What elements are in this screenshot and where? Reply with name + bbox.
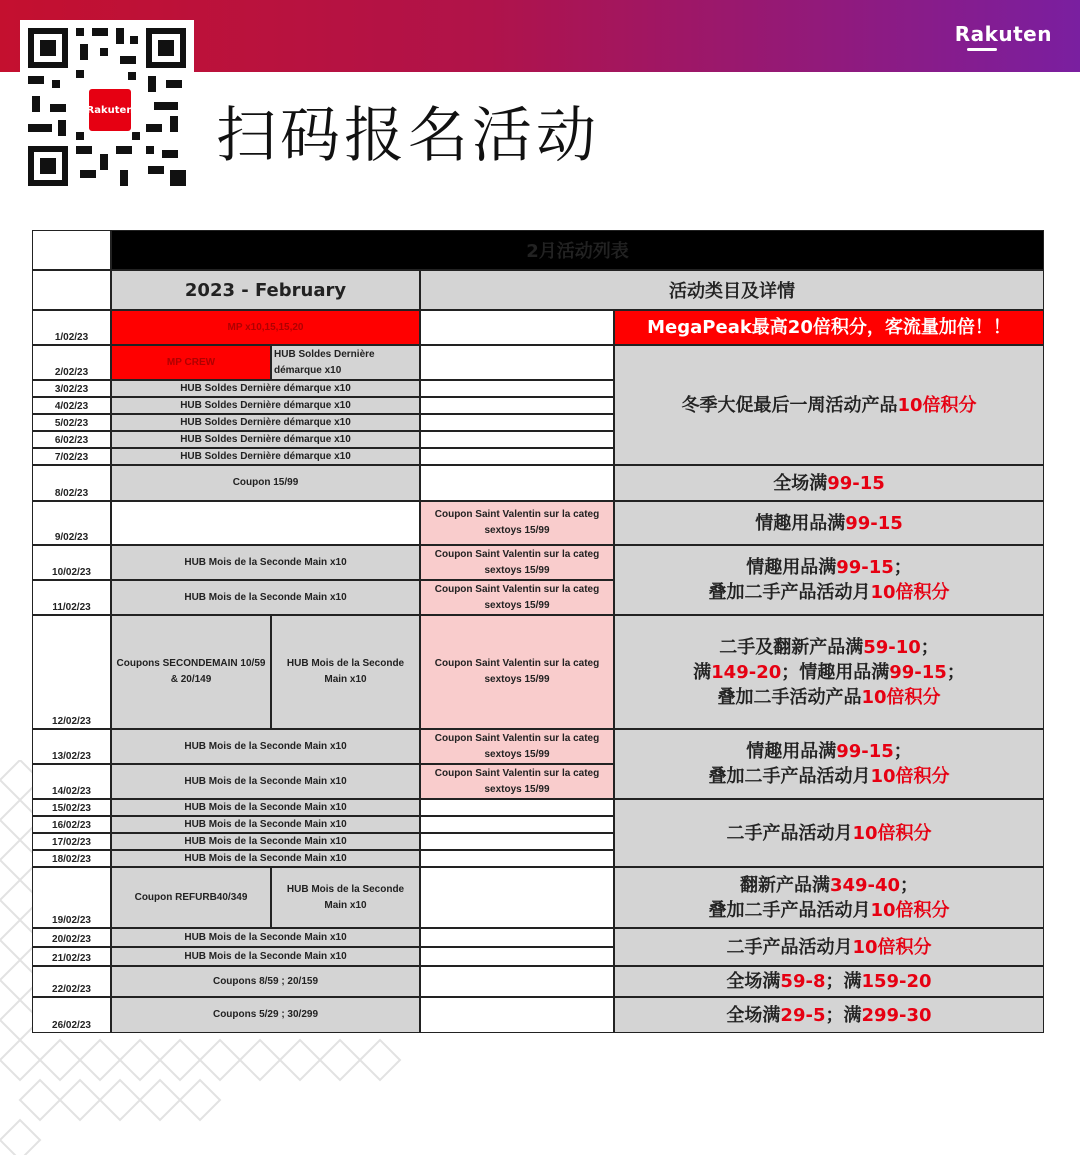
date-cell: 3/02/23: [32, 380, 111, 397]
valentin-cell: [420, 850, 614, 867]
valentin-cell: Coupon Saint Valentin sur la categ sextoys 15/99: [420, 580, 614, 615]
detail-cell-megapeak: MegaPeak最高20倍积分，客流量加倍！！: [614, 310, 1044, 345]
valentin-cell: Coupon Saint Valentin sur la categ sextoys 15/99: [420, 545, 614, 580]
activity-cell: HUB Mois de la Seconde Main x10: [111, 947, 420, 966]
table-title: 2月活动列表: [111, 230, 1044, 270]
date-cell: 6/02/23: [32, 431, 111, 448]
detail-cell-toys-secondhand-2: 情趣用品满99-15； 叠加二手产品活动月10倍积分: [614, 729, 1044, 799]
date-cell: 8/02/23: [32, 465, 111, 501]
valentin-cell: [420, 431, 614, 448]
valentin-cell: Coupon Saint Valentin sur la categ sextoys 15/99: [420, 764, 614, 799]
valentin-cell: [420, 310, 614, 345]
qr-code[interactable]: [20, 20, 194, 194]
date-cell: 11/02/23: [32, 580, 111, 615]
date-cell: 20/02/23: [32, 928, 111, 947]
activity-cell: Coupons 5/29 ; 30/299: [111, 997, 420, 1033]
valentin-cell: [420, 833, 614, 850]
detail-cell-full-2: 全场满59-8；满159-20: [614, 966, 1044, 997]
activity-cell: MP CREW: [111, 345, 271, 380]
date-cell: 14/02/23: [32, 764, 111, 799]
date-cell: 17/02/23: [32, 833, 111, 850]
activity-cell: Coupon 15/99: [111, 465, 420, 501]
valentin-cell: [420, 816, 614, 833]
valentin-cell: [420, 397, 614, 414]
detail-cell-secondhand-month: 二手产品活动月10倍积分: [614, 799, 1044, 867]
activity-cell: HUB Mois de la Seconde Main x10: [111, 580, 420, 615]
valentin-cell: Coupon Saint Valentin sur la categ sextoys 15/99: [420, 501, 614, 545]
activity-cell: MP x10,15,15,20: [111, 310, 420, 345]
corner-cell: [32, 270, 111, 310]
activity-cell: HUB Mois de la Seconde Main x10: [111, 850, 420, 867]
activity-cell: Coupons 8/59 ; 20/159: [111, 966, 420, 997]
activity-cell: HUB Mois de la Seconde Main x10: [271, 867, 420, 928]
date-cell: 21/02/23: [32, 947, 111, 966]
activity-cell: HUB Mois de la Seconde Main x10: [111, 545, 420, 580]
detail-cell-secondhand: 二手及翻新产品满59-10； 满149-20；情趣用品满99-15； 叠加二手活动产品10倍积分: [614, 615, 1044, 729]
month-header: 2023 - February: [111, 270, 420, 310]
activity-cell: HUB Mois de la Seconde Main x10: [111, 799, 420, 816]
qr-badge: Rakuten: [86, 86, 134, 134]
activity-cell: HUB Soldes Dernière démarque x10: [111, 380, 420, 397]
activity-cell: HUB Soldes Dernière démarque x10: [111, 431, 420, 448]
activity-cell: HUB Mois de la Seconde Main x10: [111, 816, 420, 833]
activity-cell: HUB Mois de la Seconde Main x10: [271, 615, 420, 729]
valentin-cell: [420, 465, 614, 501]
corner-cell: [32, 230, 111, 270]
date-cell: 2/02/23: [32, 345, 111, 380]
date-cell: 7/02/23: [32, 448, 111, 465]
date-cell: 16/02/23: [32, 816, 111, 833]
activity-cell: HUB Mois de la Seconde Main x10: [111, 928, 420, 947]
valentin-cell: [420, 947, 614, 966]
activity-cell: Coupons SECONDEMAIN 10/59 & 20/149: [111, 615, 271, 729]
valentin-cell: [420, 997, 614, 1033]
activity-cell: HUB Soldes Dernière démarque x10: [111, 414, 420, 431]
valentin-cell: [420, 414, 614, 431]
valentin-cell: [420, 867, 614, 928]
date-cell: 12/02/23: [32, 615, 111, 729]
date-cell: 15/02/23: [32, 799, 111, 816]
detail-cell-full: 全场满99-15: [614, 465, 1044, 501]
activity-table: [32, 230, 1044, 1033]
date-cell: 13/02/23: [32, 729, 111, 764]
date-cell: 10/02/23: [32, 545, 111, 580]
rakuten-logo: Rakuten: [955, 22, 1052, 51]
valentin-cell: Coupon Saint Valentin sur la categ sextoys 15/99: [420, 615, 614, 729]
valentin-cell: [420, 928, 614, 947]
details-header: 活动类目及详情: [420, 270, 1044, 310]
date-cell: 9/02/23: [32, 501, 111, 545]
valentin-cell: [420, 380, 614, 397]
valentin-cell: [420, 966, 614, 997]
detail-cell-toys: 情趣用品满99-15: [614, 501, 1044, 545]
activity-cell: HUB Soldes Dernière démarque x10: [111, 448, 420, 465]
activity-cell: HUB Soldes Dernière démarque x10: [111, 397, 420, 414]
date-cell: 5/02/23: [32, 414, 111, 431]
detail-cell-refurb: 翻新产品满349-40； 叠加二手产品活动月10倍积分: [614, 867, 1044, 928]
activity-cell: HUB Mois de la Seconde Main x10: [111, 729, 420, 764]
activity-cell: HUB Mois de la Seconde Main x10: [111, 764, 420, 799]
activity-cell: [111, 501, 420, 545]
valentin-cell: Coupon Saint Valentin sur la categ sextoys 15/99: [420, 729, 614, 764]
date-cell: 4/02/23: [32, 397, 111, 414]
activity-cell: HUB Soldes Dernière démarque x10: [271, 345, 420, 380]
date-cell: 18/02/23: [32, 850, 111, 867]
date-cell: 1/02/23: [32, 310, 111, 345]
detail-cell-secondhand-month-2: 二手产品活动月10倍积分: [614, 928, 1044, 966]
activity-cell: HUB Mois de la Seconde Main x10: [111, 833, 420, 850]
date-cell: 19/02/23: [32, 867, 111, 928]
date-cell: 22/02/23: [32, 966, 111, 997]
date-cell: 26/02/23: [32, 997, 111, 1033]
valentin-cell: [420, 345, 614, 380]
detail-cell-toys-secondhand: 情趣用品满99-15； 叠加二手产品活动月10倍积分: [614, 545, 1044, 615]
detail-cell-full-3: 全场满29-5；满299-30: [614, 997, 1044, 1033]
valentin-cell: [420, 448, 614, 465]
detail-cell-winter: 冬季大促最后一周活动产品10倍积分: [614, 345, 1044, 465]
activity-cell: Coupon REFURB40/349: [111, 867, 271, 928]
valentin-cell: [420, 799, 614, 816]
page-title: 扫码报名活动: [216, 101, 600, 171]
